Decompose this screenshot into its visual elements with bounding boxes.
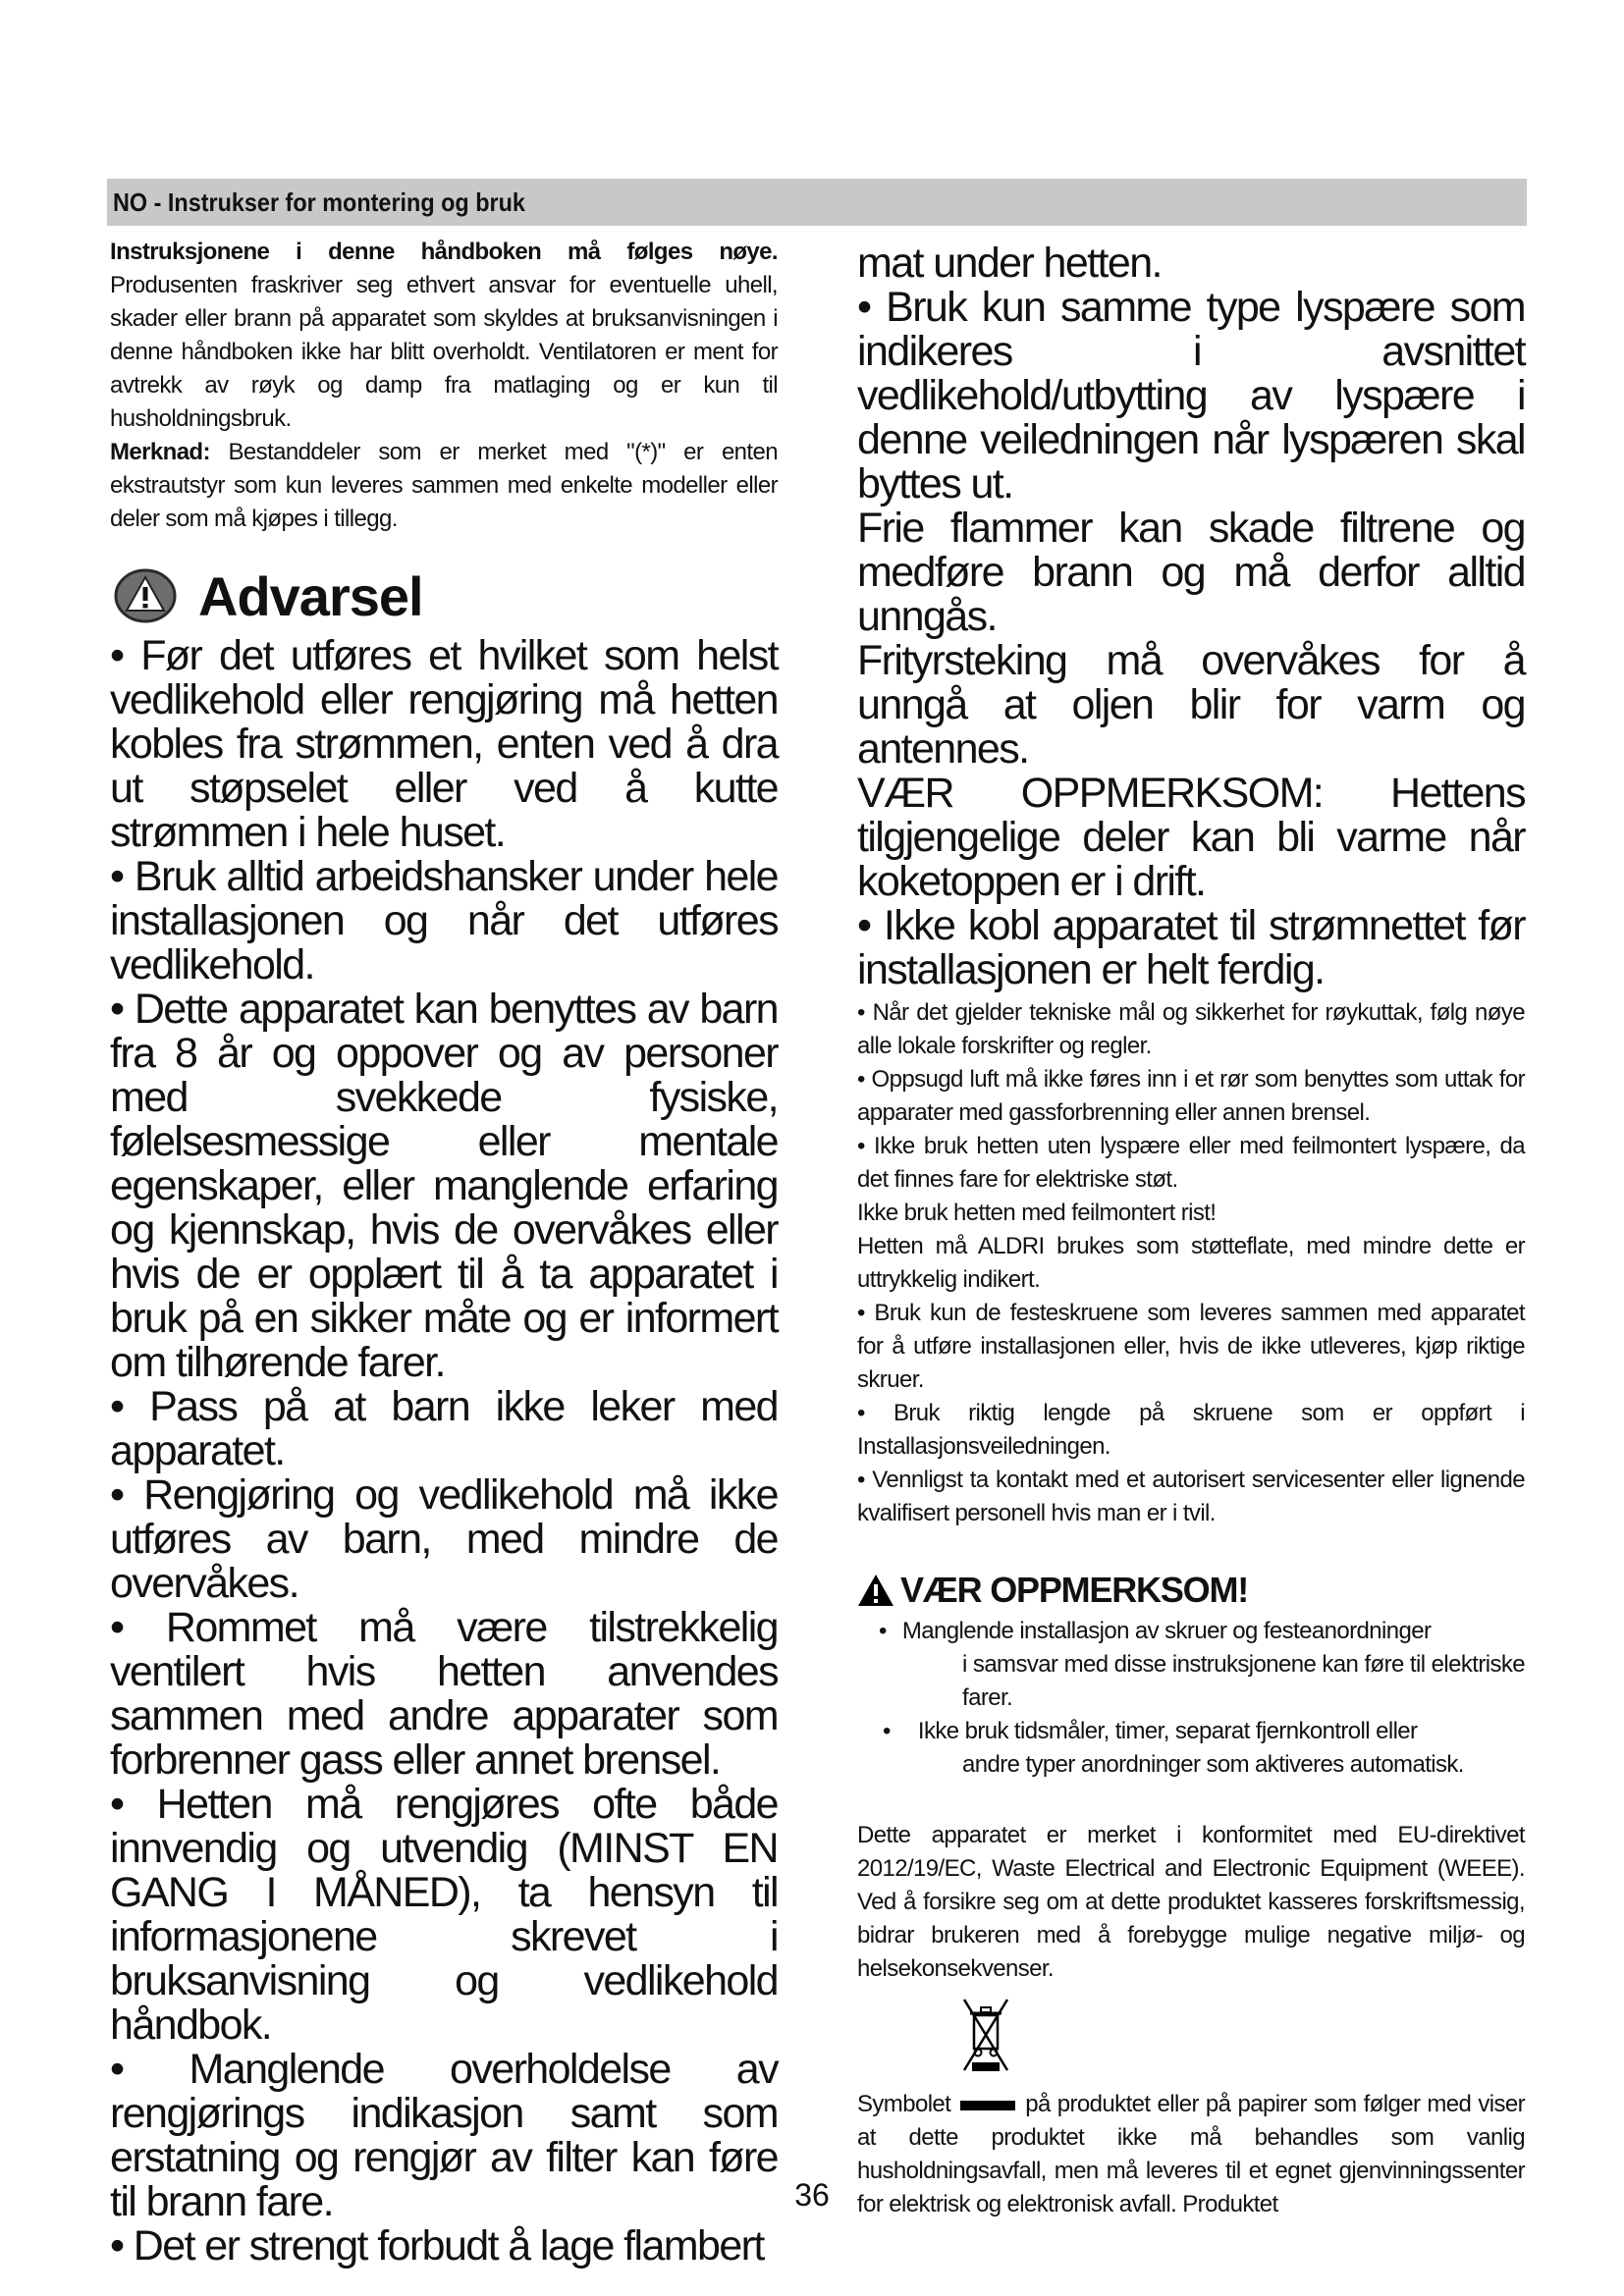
- right-small-paragraph: • Når det gjelder tekniske mål og sikkerhet for røykuttak, følg nøye alle lokale forskrifter og regler.: [857, 999, 1525, 1059]
- caution-heading: [857, 1570, 1525, 1611]
- crossed-out-wheelie-bin-icon: [960, 1994, 1011, 2076]
- weee-paragraph: Dette apparatet er merket i konformitet med EU-direktivet 2012/19/EC, Waste Electrical and Electronic Equipment (WEEE). Ved å forsikre seg om at dette produktet kasseres forskriftsmessig, bidrar brukeren med å forebygge mulige negative miljø- og helsekonsekvenser.: [857, 1822, 1525, 1982]
- caution-bullet: •: [883, 1718, 891, 1744]
- left-bullet: • Rommet må være tilstrekkelig ventilert hvis hetten anvendes sammen med andre apparater som forbrenner gass eller annet brensel.: [110, 1604, 778, 1784]
- caution-rest: andre typer anordninger som aktiveres automatisk.: [962, 1751, 1464, 1778]
- intro-bold: Instruksjonene i denne håndboken må følges nøye.: [110, 239, 778, 265]
- warning-heading: [110, 561, 778, 630]
- left-bullet: • Pass på at barn ikke leker med apparatet.: [110, 1383, 778, 1474]
- left-bullet: • Dette apparatet kan benyttes av barn fra 8 år og oppover og av personer med svekkede fysiske, følelsesmessige eller mentale egenskaper, eller manglende erfaring og kjennskap, hvis de overvåkes eller hvis de er opplært til å ta apparatet i bruk på en sikker måte og er informert om tilhørende farer.: [110, 986, 778, 1386]
- caution-item-lead: [883, 1715, 1525, 1748]
- section-header: [107, 179, 1527, 226]
- caution-bullet: •: [879, 1618, 887, 1644]
- symbol-before: Symbolet: [857, 2091, 951, 2117]
- weee-icon-container: [857, 1986, 1525, 2094]
- left-bullet: • Rengjøring og vedlikehold må ikke utføres av barn, med mindre de overvåkes.: [110, 1471, 778, 1607]
- caution-lead: Ikke bruk tidsmåler, timer, separat fjernkontroll eller: [917, 1718, 1418, 1744]
- note-paragraph: [110, 436, 778, 536]
- left-bullet: • Bruk alltid arbeidshansker under hele installasjonen og når det utføres vedlikehold.: [110, 853, 778, 988]
- right-small-paragraph: • Oppsugd luft må ikke føres inn i et rør som benyttes som uttak for apparater med gassforbrenning eller annen brensel.: [857, 1066, 1525, 1126]
- right-small-paragraph: • Bruk riktig lengde på skruene som er oppført i Installasjonsveiledningen.: [857, 1400, 1525, 1460]
- right-small-paragraph: • Ikke bruk hetten uten lyspære eller med feilmontert lyspære, da det finnes fare for elektriske støt.: [857, 1133, 1525, 1193]
- left-bullet: • Det er strengt forbudt å lage flambert: [110, 2222, 764, 2269]
- left-column: [110, 236, 778, 2269]
- note-label: Merknad:: [110, 439, 210, 465]
- right-large-paragraph: Frityrsteking må overvåkes for å unngå at oljen blir for varm og antennes.: [857, 637, 1525, 773]
- symbol-after: på produktet eller på papirer som følger med viser at dette produktet ikke må behandles som vanlig husholdningsavfall, men må leveres til et egnet gjenvinningssenter for elektrisk og elektronisk avfall. Produktet: [857, 2091, 1525, 2217]
- note-text: Bestanddeler som er merket med "(*)" er enten ekstrautstyr som kun leveres sammen med enkelte modeller eller deler som må kjøpes i tillegg.: [110, 439, 778, 532]
- right-large-paragraph: • Bruk kun samme type lyspære som indikeres i avsnittet vedlikehold/utbytting av lyspære i denne veiledningen når lyspæren skal byttes ut.: [857, 284, 1525, 507]
- caution-lead: Manglende installasjon av skruer og festeanordninger: [901, 1618, 1432, 1644]
- left-bullet: • Hetten må rengjøres ofte både innvendig og utvendig (MINST EN GANG I MÅNED), ta hensyn til informasjonene skrevet i bruksanvisning og vedlikehold håndbok.: [110, 1781, 778, 2049]
- warning-triangle-icon: [114, 567, 177, 624]
- section-title: NO - Instrukser for montering og bruk: [113, 187, 525, 217]
- right-large-paragraph: • Ikke kobl apparatet til strømnettet før installasjonen er helt ferdig.: [857, 902, 1525, 993]
- right-column: [857, 241, 1525, 2221]
- caution-title: VÆR OPPMERKSOM!: [900, 1570, 1249, 1610]
- right-large-paragraph: mat under hetten.: [857, 240, 1162, 287]
- caution-item-lead: [879, 1615, 1525, 1648]
- right-small-paragraph: Ikke bruk hetten med feilmontert rist!: [857, 1200, 1217, 1226]
- warning-title: Advarsel: [198, 564, 423, 627]
- left-bullet: • Før det utføres et hvilket som helst vedlikehold eller rengjøring må hetten kobles fra strømmen, enten ved å dra ut støpselet eller ved å kutte strømmen i hele huset.: [110, 632, 778, 856]
- caution-item: [879, 1615, 1525, 1715]
- caution-triangle-icon: [857, 1574, 894, 1607]
- right-large-paragraph: Frie flammer kan skade filtrene og medføre brann og må derfor alltid unngås.: [857, 505, 1525, 640]
- intro-text: Produsenten fraskriver seg ethvert ansvar for eventuelle uhell, skader eller brann på apparatet som skyldes at bruksanvisningen i denne håndboken ikke har blitt overholdt. Ventilatoren er ment for avtrekk av røyk og damp fra matlaging og er kun til husholdningsbruk.: [110, 272, 778, 432]
- right-small-paragraph: • Vennligst ta kontakt med et autorisert servicesenter eller lignende kvalifisert personell hvis man er i tvil.: [857, 1467, 1525, 1526]
- right-small-paragraph: • Bruk kun de festeskruene som leveres sammen med apparatet for å utføre installasjonen eller, hvis de ikke utleveres, kjøp riktige skruer.: [857, 1300, 1525, 1393]
- page-number: 36: [794, 2177, 830, 2213]
- left-bullet: • Manglende overholdelse av rengjørings indikasjon samt som erstatning og rengjør av filter kan føre til brann fare.: [110, 2046, 778, 2225]
- weee-bar-symbol-icon: [960, 2101, 1015, 2110]
- right-small-paragraph: Hetten må ALDRI brukes som støtteflate, med mindre dette er uttrykkelig indikert.: [857, 1233, 1525, 1293]
- intro-paragraph: [110, 236, 778, 436]
- caution-item: [883, 1715, 1525, 1782]
- right-large-paragraph: VÆR OPPMERKSOM: Hettens tilgjengelige deler kan bli varme når koketoppen er i drift.: [857, 770, 1525, 905]
- caution-rest: i samsvar med disse instruksjonene kan føre til elektriske farer.: [962, 1651, 1525, 1711]
